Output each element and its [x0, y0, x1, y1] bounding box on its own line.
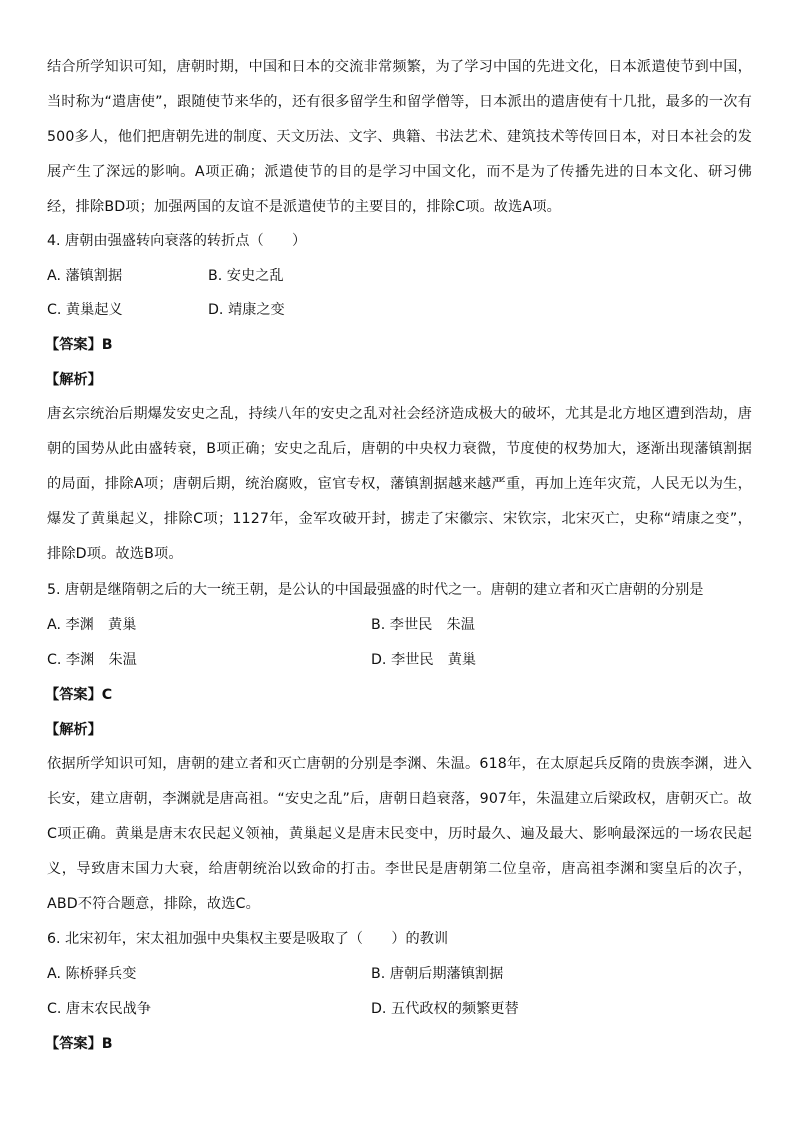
question-6-stem: 6. 北宋初年，宋太祖加强中央集权主要是吸取了（ ）的教训	[47, 931, 449, 947]
q4-answer: 【答案】B	[45, 337, 113, 353]
q4-option-c: C. 黄巢起义	[47, 302, 123, 318]
q6-option-d: D. 五代政权的频繁更替	[371, 1001, 519, 1017]
q4-option-a: A. 藩镇割据	[47, 268, 123, 284]
q5-analysis-label: 【解析】	[45, 722, 102, 738]
q6-option-a: A. 陈桥驿兵变	[47, 966, 137, 982]
question-4-stem: 4. 唐朝由强盛转向衰落的转折点（ ）	[47, 233, 307, 249]
q5-analysis-text: 依据所学知识可知，唐朝的建立者和灭亡唐朝的分别是李渊、朱温。618年，在太原起兵反隋的贵族李渊，进入长安，建立唐朝，李渊就是唐高祖。“安史之乱”后，唐朝日趋衰落，907年，朱温建立后梁政权，唐朝灭亡。故C项正确。黄巢是唐末农民起义领袖，黄巢起义是唐末民变中，历时最久、遍及最大、影响最深远的一场农民起义，导致唐末国力大衰，给唐朝统治以致命的打击。李世民是唐朝第二位皇帝，唐高祖李渊和窦皇后的次子，ABD不符合题意，排除，故选C。	[47, 756, 752, 912]
q5-option-b: B. 李世民 朱温	[371, 617, 475, 633]
question-5-stem: 5. 唐朝是继隋朝之后的大一统王朝，是公认的中国最强盛的时代之一。唐朝的建立者和灭亡唐朝的分别是	[47, 582, 704, 598]
q4-analysis-text: 唐玄宗统治后期爆发安史之乱，持续八年的安史之乱对社会经济造成极大的破坏，尤其是北方地区遭到浩劫，唐朝的国势从此由盛转衰，B项正确；安史之乱后，唐朝的中央权力衰微，节度使的权势加大，逐渐出现藩镇割据的局面，排除A项；唐朝后期，统治腐败，宦官专权，藩镇割据越来越严重，再加上连年灾荒，人民无以为生，爆发了黄巢起义，排除C项；1127年，金军攻破开封，掳走了宋徽宗、宋钦宗，北宋灭亡，史称“靖康之变”，排除D项。故选B项。	[47, 406, 752, 562]
q6-option-b: B. 唐朝后期藩镇割据	[371, 966, 504, 982]
q4-analysis-label: 【解析】	[45, 372, 102, 388]
q5-option-d: D. 李世民 黄巢	[371, 652, 477, 668]
previous-analysis-paragraph: 结合所学知识可知，唐朝时期，中国和日本的交流非常频繁，为了学习中国的先进文化，日本派遣使节到中国，当时称为“遣唐使”，跟随使节来华的，还有很多留学生和留学僧等，日本派出的遣唐使有十几批，最多的一次有500多人，他们把唐朝先进的制度、天文历法、文字、典籍、书法艺术、建筑技术等传回日本，对日本社会的发展产生了深远的影响。A项正确；派遣使节的目的是学习中国文化，而不是为了传播先进的日本文化、研习佛经，排除BD项；加强两国的友谊不是派遣使节的主要目的，排除C项。故选A项。	[47, 59, 752, 215]
q6-option-c: C. 唐末农民战争	[47, 1001, 152, 1017]
q6-answer: 【答案】B	[45, 1036, 113, 1052]
q5-option-a: A. 李渊 黄巢	[47, 617, 137, 633]
q4-option-b: B. 安史之乱	[208, 268, 284, 284]
q4-option-d: D. 靖康之变	[208, 302, 285, 318]
q5-option-c: C. 李渊 朱温	[47, 652, 137, 668]
q5-answer: 【答案】C	[45, 687, 113, 703]
